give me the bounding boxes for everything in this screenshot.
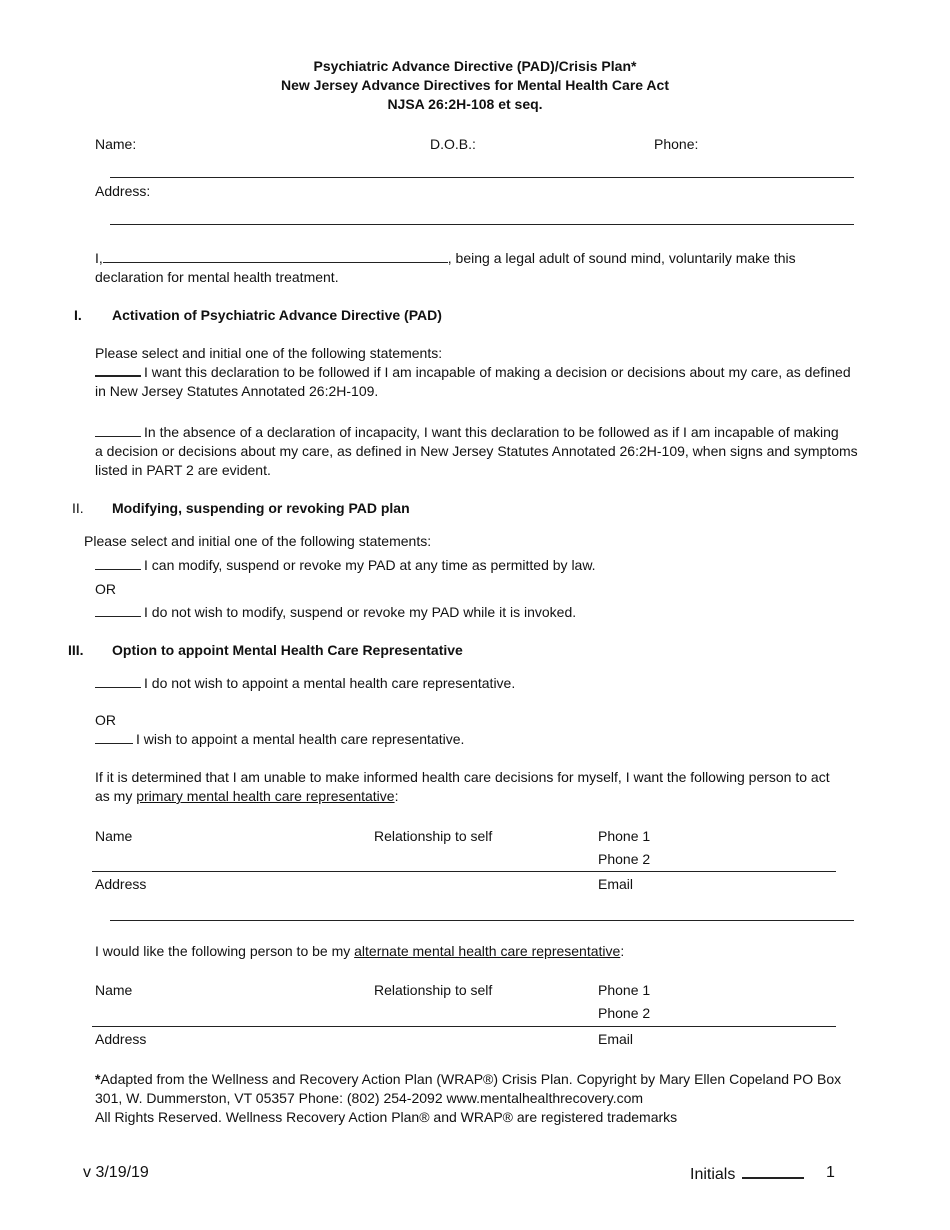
section1-option1-initial-field[interactable] bbox=[95, 374, 141, 377]
section1-option2-cont1: a decision or decisions about my care, as defined in New Jersey Statutes Annotated 26:2H-109, when signs and symptoms bbox=[95, 443, 858, 459]
section1-option2-initial-field[interactable] bbox=[95, 435, 141, 437]
section3-option2-initial-field[interactable] bbox=[95, 742, 133, 744]
section3-option2 bbox=[95, 731, 464, 747]
section3-option1-initial-field[interactable] bbox=[95, 686, 141, 688]
alternate-rep-relationship-label: Relationship to self bbox=[374, 982, 493, 998]
initials-area bbox=[690, 1166, 807, 1184]
primary-rep-phone1-label: Phone 1 bbox=[598, 828, 651, 844]
primary-rep-intro-suffix: : bbox=[394, 788, 399, 804]
footer-note-line1 bbox=[95, 1071, 841, 1087]
section1-option1 bbox=[95, 364, 851, 380]
alternate-rep-intro-suffix: : bbox=[620, 943, 625, 959]
alternate-rep-phone2-label: Phone 2 bbox=[598, 1005, 651, 1021]
section2-option1 bbox=[95, 557, 596, 573]
document-title-line3: NJSA 26:2H-108 et seq. bbox=[387, 96, 543, 112]
section1-option2-text: In the absence of a declaration of incapacity, I want this declaration to be followed as if I am incapable of making bbox=[144, 424, 839, 440]
primary-rep-intro-line1: If it is determined that I am unable to make informed health care decisions for myself, I want the following person to act bbox=[95, 769, 830, 785]
section1-title: Activation of Psychiatric Advance Directive (PAD) bbox=[112, 307, 442, 323]
section1-number: I. bbox=[74, 307, 82, 323]
section2-option2-text: I do not wish to modify, suspend or revoke my PAD while it is invoked. bbox=[144, 604, 577, 620]
section3-option1-text: I do not wish to appoint a mental health care representative. bbox=[144, 675, 516, 691]
section1-instruction: Please select and initial one of the following statements: bbox=[95, 345, 443, 361]
alternate-rep-row-divider bbox=[92, 1026, 836, 1027]
section1-option2-cont2: listed in PART 2 are evident. bbox=[95, 462, 271, 478]
name-field-line[interactable] bbox=[110, 177, 854, 178]
primary-rep-term: primary mental health care representative bbox=[136, 788, 395, 804]
declarant-name-field[interactable] bbox=[103, 261, 448, 263]
footer-asterisk: * bbox=[95, 1071, 101, 1087]
section2-option2-initial-field[interactable] bbox=[95, 615, 141, 617]
declaration-line2: declaration for mental health treatment. bbox=[95, 269, 339, 285]
document-title-line1: Psychiatric Advance Directive (PAD)/Crisis Plan* bbox=[313, 58, 637, 74]
declaration-prefix: I, bbox=[95, 250, 103, 266]
section2-option2 bbox=[95, 604, 576, 620]
address-field-line[interactable] bbox=[110, 224, 854, 225]
footer-note-line3: All Rights Reserved. Wellness Recovery Action Plan® and WRAP® are registered trademarks bbox=[95, 1109, 678, 1125]
alternate-rep-name-label: Name bbox=[95, 982, 133, 998]
footer-note-line2: 301, W. Dummerston, VT 05357 Phone: (802) 254-2092 www.mentalhealthrecovery.com bbox=[95, 1090, 644, 1106]
declaration-line1 bbox=[95, 250, 796, 266]
alternate-rep-intro-prefix: I would like the following person to be my bbox=[95, 943, 355, 959]
section3-option2-text: I wish to appoint a mental health care representative. bbox=[136, 731, 465, 747]
document-title-line2: New Jersey Advance Directives for Mental Health Care Act bbox=[280, 77, 669, 93]
alternate-rep-intro bbox=[95, 943, 624, 959]
name-label: Name: bbox=[95, 136, 137, 152]
version-label: v 3/19/19 bbox=[83, 1164, 149, 1181]
section2-option1-text: I can modify, suspend or revoke my PAD at any time as permitted by law. bbox=[144, 557, 596, 573]
section2-title: Modifying, suspending or revoking PAD plan bbox=[112, 500, 410, 516]
alternate-rep-phone1-label: Phone 1 bbox=[598, 982, 651, 998]
section3-number: III. bbox=[68, 642, 84, 658]
footer-note-line1-text: Adapted from the Wellness and Recovery Action Plan (WRAP®) Crisis Plan. Copyright by Mary Ellen Copeland PO Box bbox=[100, 1071, 842, 1087]
section3-title: Option to appoint Mental Health Care Representative bbox=[112, 642, 463, 658]
alternate-rep-email-label: Email bbox=[598, 1031, 634, 1047]
initials-label: Initials bbox=[690, 1166, 736, 1183]
primary-rep-name-label: Name bbox=[95, 828, 133, 844]
declaration-suffix: , being a legal adult of sound mind, voluntarily make this bbox=[447, 250, 796, 266]
section1-option1-text: I want this declaration to be followed if I am incapable of making a decision or decisions about my care, as defined bbox=[144, 364, 851, 380]
section3-option1 bbox=[95, 675, 515, 691]
alternate-rep-term: alternate mental health care representative bbox=[354, 943, 621, 959]
initials-field[interactable] bbox=[742, 1176, 804, 1179]
primary-rep-address-line[interactable] bbox=[110, 920, 854, 921]
alternate-rep-address-label: Address bbox=[95, 1031, 147, 1047]
section2-instruction: Please select and initial one of the following statements: bbox=[84, 533, 432, 549]
section1-option1-cont: in New Jersey Statutes Annotated 26:2H-109. bbox=[95, 383, 379, 399]
section2-number: II. bbox=[72, 500, 84, 516]
primary-rep-relationship-label: Relationship to self bbox=[374, 828, 493, 844]
primary-rep-address-label: Address bbox=[95, 876, 147, 892]
primary-rep-phone2-label: Phone 2 bbox=[598, 851, 651, 867]
section3-or: OR bbox=[95, 712, 116, 728]
section2-option1-initial-field[interactable] bbox=[95, 568, 141, 570]
dob-label: D.O.B.: bbox=[430, 136, 476, 152]
address-label: Address: bbox=[95, 183, 151, 199]
primary-rep-row-divider bbox=[92, 871, 836, 872]
section1-option2 bbox=[95, 424, 839, 440]
primary-rep-intro-prefix: as my bbox=[95, 788, 137, 804]
section2-or: OR bbox=[95, 581, 116, 597]
phone-label: Phone: bbox=[654, 136, 699, 152]
primary-rep-intro-line2 bbox=[95, 788, 398, 804]
page-number: 1 bbox=[826, 1164, 835, 1181]
primary-rep-email-label: Email bbox=[598, 876, 634, 892]
